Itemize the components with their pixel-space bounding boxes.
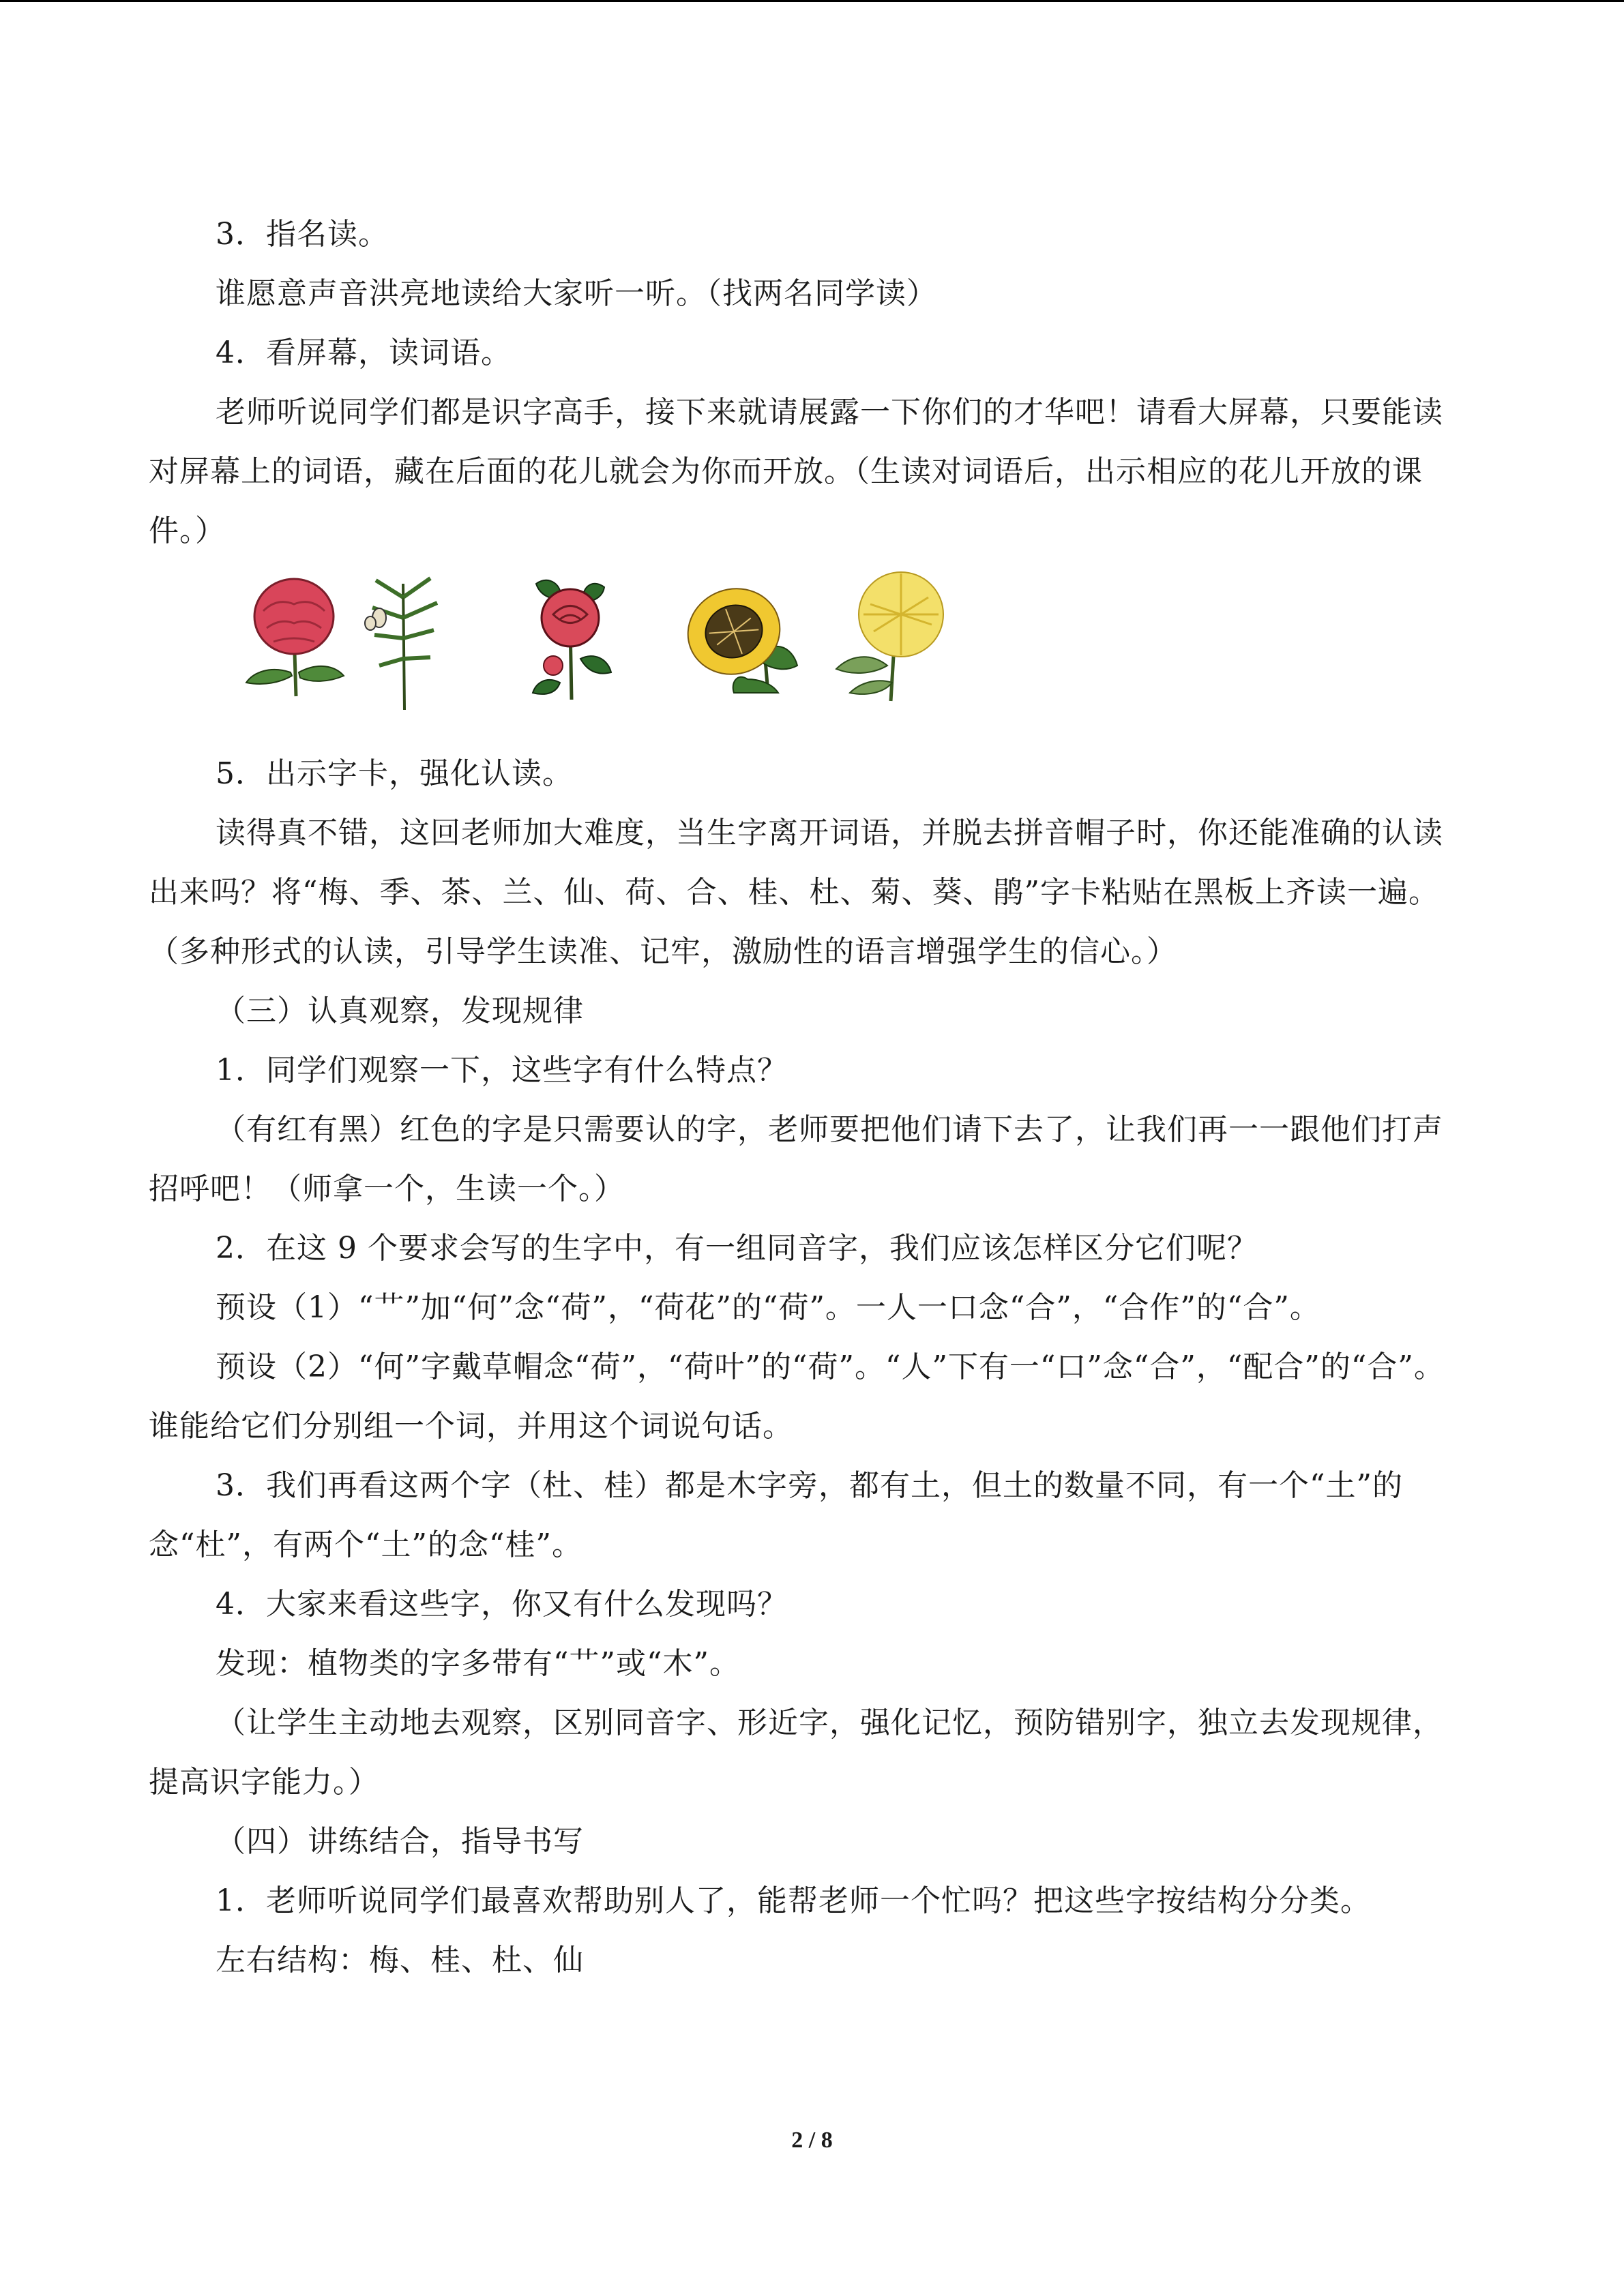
document-body — [149, 205, 1461, 1990]
paragraph-9: （有红有黑）红色的字是只需要认的字，老师要把他们请下去了，让我们再一一跟他们打声招呼吧！（师拿一个，生读一个。） — [149, 1112, 1443, 1206]
rose-icon — [522, 570, 618, 706]
paragraph-2: 谁愿意声音洪亮地读给大家听一听。（找两名同学读） — [216, 276, 937, 311]
paragraph-18: 1．老师听说同学们最喜欢帮助别人了，能帮老师一个忙吗？把这些字按结构分分类。 — [216, 1883, 1371, 1918]
sunflower-icon — [683, 570, 799, 700]
paragraph-19: 左右结构：梅、桂、杜、仙 — [216, 1943, 584, 1978]
paragraph-6: 读得真不错，这回老师加大难度，当生字离开词语，并脱去拼音帽子时，你还能准确的认读出来吗？将“梅、季、茶、兰、仙、荷、合、桂、杜、菊、葵、鹃”字卡粘贴在黑板上齐读一遍。（多种形式的认读，引导学生读准、记牢，激励性的语言增强学生的信心。） — [149, 816, 1443, 969]
paragraph-12: 预设（2）“何”字戴草帽念“荷”，“荷叶”的“荷”。“人”下有一“口”念“合”，“配合”的“合”。谁能给它们分别组一个词，并用这个词说句话。 — [149, 1350, 1445, 1444]
paragraph-11: 预设（1）“艹”加“何”念“荷”，“荷花”的“荷”。一人一口念“合”，“合作”的“合”。 — [216, 1290, 1320, 1325]
paragraph-3: 4．看屏幕，读词语。 — [216, 336, 512, 370]
paragraph-17: （四）讲练结合，指导书写 — [216, 1824, 584, 1859]
flower-illustrations — [243, 570, 1102, 717]
paragraph-13: 3．我们再看这两个字（杜、桂）都是木字旁，都有土，但土的数量不同，有一个“土”的念“杜”，有两个“土”的念“桂”。 — [149, 1468, 1403, 1562]
paragraph-5: 5．出示字卡，强化认读。 — [216, 756, 573, 791]
paragraph-15: 发现：植物类的字多带有“艹”或“木”。 — [216, 1646, 740, 1681]
page-top-rule — [0, 0, 1624, 2]
paragraph-1: 3．指名读。 — [216, 217, 389, 252]
lily-icon — [362, 570, 444, 713]
page-number: 2 / 8 — [791, 2128, 833, 2153]
camellia-icon — [243, 570, 345, 706]
paragraph-14: 4．大家来看这些字，你又有什么发现吗？ — [216, 1587, 788, 1622]
paragraph-8: 1．同学们观察一下，这些字有什么特点？ — [216, 1053, 788, 1088]
chrysanthemum-icon — [829, 570, 945, 706]
paragraph-7: （三）认真观察，发现规律 — [216, 994, 584, 1028]
paragraph-10: 2．在这 9 个要求会写的生字中，有一组同音字，我们应该怎样区分它们呢？ — [216, 1231, 1258, 1266]
paragraph-4: 老师听说同学们都是识字高手，接下来就请展露一下你们的才华吧！请看大屏幕，只要能读对屏幕上的词语，藏在后面的花儿就会为你而开放。（生读对词语后，出示相应的花儿开放的课件。） — [149, 395, 1443, 548]
paragraph-16: （让学生主动地去观察，区别同音字、形近字，强化记忆，预防错别字，独立去发现规律，提高识字能力。） — [149, 1705, 1443, 1800]
